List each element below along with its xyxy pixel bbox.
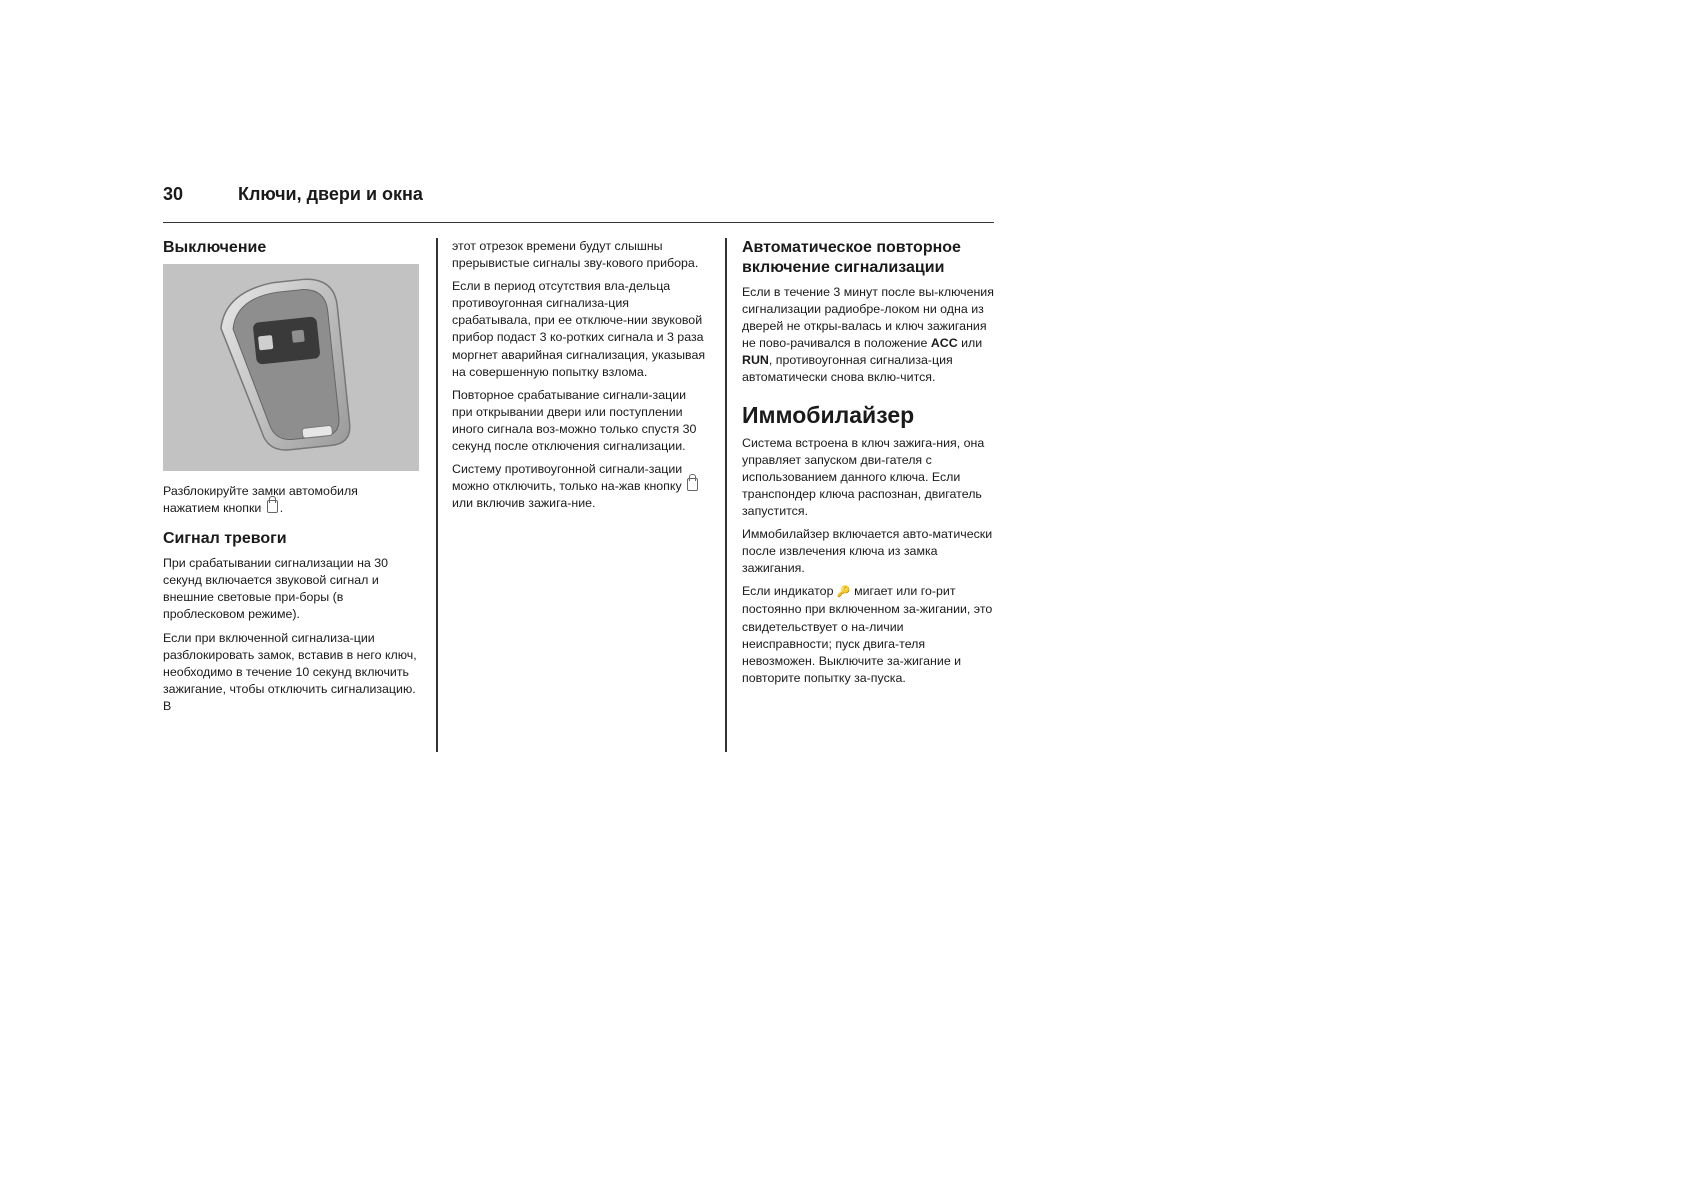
paragraph: Если при включенной сигнализа-ции разблокировать замок, вставив в него ключ, необходимо в течение 10 секунд включить зажигание, чтобы отключить сигнализацию. В <box>163 630 417 713</box>
page-number: 30 <box>163 184 184 204</box>
run-label: RUN <box>742 353 769 368</box>
unlock-icon <box>267 500 278 513</box>
column-3 <box>742 238 996 693</box>
page-title: Ключи, двери и окна <box>238 184 423 204</box>
acc-label: ACC <box>930 336 958 351</box>
heading-auto-rearm: Автоматическое повторное включение сигнализации <box>742 239 961 276</box>
paragraph: Система встроена в ключ зажига-ния, она управляет запуском дви-гателя с использованием данного ключа. Если транспондер ключа распознан, двигатель запустится. <box>742 435 985 518</box>
key-fob-icon <box>163 264 419 471</box>
column-divider-1 <box>436 238 438 752</box>
header-rule <box>163 222 994 223</box>
column-1 <box>163 238 419 721</box>
paragraph: Иммобилайзер включается авто-матически после извлечения ключа из замка зажигания. <box>742 527 993 576</box>
paragraph: Повторное срабатывание сигнали-зации при открывании двери или поступлении иного сигнала воз-можно только спустя 30 секунд после отключения сигнализации. <box>452 387 697 454</box>
paragraph: Если в период отсутствия вла-дельца противоугонная сигнализа-ция срабатывала, при ее отключе-нии звуковой прибор подаст 3 ко-ротких сигнала и 3 раза моргнет аварийная сигнализация, указывая на совершенную попытку взлома. <box>452 279 706 379</box>
heading-immobilizer: Иммобилайзер <box>742 401 915 428</box>
paragraph: Систему противоугонной сигнали-зации можно отключить, только на-жав кнопку или включив зажига-ние. <box>452 461 709 512</box>
unlock-icon <box>687 478 698 491</box>
paragraph: Если индикатор 🔑 мигает или го-рит постоянно при включенном за-жигании, это свидетельствует о на-личии неисправности; пуск двига-теля невозможен. Выключите за-жигание и повторите попытку за-пуска. <box>742 584 993 685</box>
immobilizer-indicator-icon: 🔑 <box>836 586 851 599</box>
figure-caption: Разблокируйте замки автомобиля нажатием кнопки . <box>163 484 358 516</box>
paragraph: этот отрезок времени будут слышны прерывистые сигналы зву-кового прибора. <box>452 239 699 271</box>
heading-disarm: Выключение <box>163 239 267 256</box>
column-2 <box>452 238 709 518</box>
column-divider-2 <box>725 238 727 752</box>
paragraph: Если в течение 3 минут после вы-ключения сигнализации радиобре-локом ни одна из дверей не откры-валась и ключ зажигания не пово-рачивался в положение ACC или RUN, противоугонная сигнализа-ция автоматически снова вклю-чится. <box>742 285 994 385</box>
paragraph: При срабатывании сигнализации на 30 секунд включается звуковой сигнал и внешние световые при-боры (в проблесковом режиме). <box>163 556 389 622</box>
key-fob-figure <box>163 264 419 471</box>
heading-alarm: Сигнал тревоги <box>163 530 287 548</box>
